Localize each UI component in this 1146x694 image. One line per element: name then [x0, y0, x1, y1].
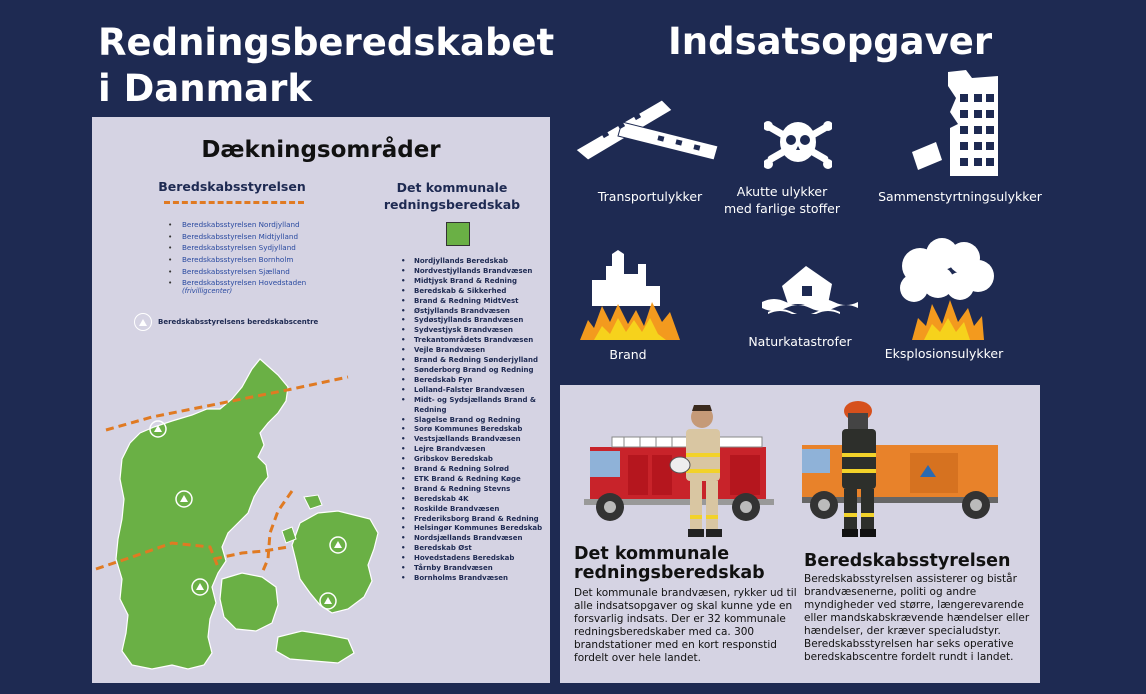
collapsed-building-icon [908, 68, 1000, 178]
list-item: • Hovedstadens Beredskab [396, 554, 546, 564]
main-title: Redningsberedskabet i Danmark [98, 21, 555, 110]
flooded-house-icon [762, 262, 858, 314]
crown-emblem-icon [134, 313, 152, 331]
list-item: • Nordsjællands Brandvæsen [396, 534, 546, 544]
list-item: • Beredskabsstyrelsen Sjælland [168, 266, 306, 278]
responders-panel [560, 385, 1040, 683]
tasks-title: Indsatsopgaver [668, 20, 993, 63]
list-item: • Slagelse Brand og Redning [396, 416, 546, 426]
task-collapse-label: Sammenstyrtningsulykker [878, 189, 1042, 204]
list-item: • Nordjyllands Beredskab [396, 257, 546, 267]
task-chemical-label: Akutte ulykker med farlige stoffer [723, 184, 841, 216]
funen-region [220, 573, 278, 631]
list-item: • Sydøstjyllands Brandvæsen [396, 316, 546, 326]
list-item: • Midtjysk Brand & Redning [396, 277, 546, 287]
task-nature-label: Naturkatastrofer [748, 334, 852, 349]
list-item: • Vejle Brandvæsen [396, 346, 546, 356]
list-item: • Beredskab 4K [396, 495, 546, 505]
kommunal-list [396, 257, 546, 584]
centre-legend-label: Beredskabsstyrelsens beredskabscentre [158, 318, 319, 326]
list-item: • Midt- og Sydsjællands Brand & Redning [396, 396, 546, 416]
list-item: • Beredskab & Sikkerhed [396, 287, 546, 297]
list-item: • Beredskabsstyrelsen Hovedstaden [168, 277, 306, 289]
list-item: • Tårnby Brandvæsen [396, 564, 546, 574]
list-item: • Brand & Redning Solrød [396, 465, 546, 475]
coverage-panel [92, 117, 550, 683]
list-item: • Helsingør Kommunes Beredskab [396, 524, 546, 534]
list-item: • Beredskab Øst [396, 544, 546, 554]
kommunal-title: Det kommunale redningsberedskab [574, 544, 765, 583]
list-item: • Nordvestjyllands Brandvæsen [396, 267, 546, 277]
list-item: • Sydvestjysk Brandvæsen [396, 326, 546, 336]
list-item-sub: (frivilligcenter) [182, 287, 233, 296]
beredskabsstyrelsen-list [168, 219, 306, 295]
centre-legend [134, 313, 318, 331]
list-item: • Lolland-Falster Brandvæsen [396, 386, 546, 396]
list-item: • Beredskab Fyn [396, 376, 546, 386]
list-item: • Trekantområdets Brandvæsen [396, 336, 546, 346]
denmark-map [92, 347, 392, 683]
list-item: • Brand & Redning Sønderjylland [396, 356, 546, 366]
list-item: • Beredskabsstyrelsen Midtjylland [168, 231, 306, 243]
task-fire-label: Brand [609, 347, 647, 362]
list-item: • Beredskabsstyrelsen Sydjylland [168, 242, 306, 254]
explosion-icon [898, 238, 996, 342]
list-item: • Roskilde Brandvæsen [396, 505, 546, 515]
list-item: • Bornholms Brandvæsen [396, 574, 546, 584]
train-crash-icon [572, 96, 724, 170]
kommunal-heading: Det kommunale redningsberedskab [383, 180, 521, 212]
list-item: • Lejre Brandvæsen [396, 445, 546, 455]
list-item: • Østjyllands Brandvæsen [396, 307, 546, 317]
list-item: • Beredskabsstyrelsen Nordjylland [168, 219, 306, 231]
list-item: • ETK Brand & Redning Køge [396, 475, 546, 485]
coverage-title: Dækningsområder [201, 137, 441, 163]
list-item: • Sønderborg Brand og Redning [396, 366, 546, 376]
list-item: • Frederiksborg Brand & Redning [396, 515, 546, 525]
burning-building-icon [578, 246, 682, 342]
kommunal-text: Det kommunale brandvæsen, rykker ud til alle indsatsopgaver og skal kunne yde en forsvarlig indsats. Der er 32 kommunale redningsberedskaber med ca. 300 brandstationer med en kort responstid fordelt over hele landet. [574, 587, 797, 664]
red-fire-truck-illustration [580, 403, 802, 539]
list-item: • Vestsjællands Brandvæsen [396, 435, 546, 445]
green-legend-box [446, 222, 470, 246]
bs-title: Beredskabsstyrelsen [804, 551, 1011, 571]
task-explosion-label: Eksplosionsulykker [884, 346, 1004, 361]
list-item: • Sorø Kommunes Beredskab [396, 425, 546, 435]
bs-text: Beredskabsstyrelsen assisterer og bistår brandvæsenerne, politi og andre myndigheder ved større, længerevarende eller mandskabskrævende hændelser eller hændelser, der kræver specialudstyr. Beredskabsstyrelsen har seks operative beredskabscentre fordelt rundt i landet. [804, 573, 1030, 663]
beredskabsstyrelsen-heading: Beredskabsstyrelsen [158, 179, 306, 194]
orange-truck-illustration [800, 397, 1000, 539]
task-transport-label: Transportulykker [597, 189, 703, 204]
list-item: • Gribskov Beredskab [396, 455, 546, 465]
lolland-region [276, 631, 354, 663]
dashed-legend-line [164, 201, 304, 204]
list-item: • Brand & Redning Stevns [396, 485, 546, 495]
list-item: • Beredskabsstyrelsen Bornholm [168, 254, 306, 266]
skull-icon [764, 118, 832, 172]
list-item: • Brand & Redning MidtVest [396, 297, 546, 307]
